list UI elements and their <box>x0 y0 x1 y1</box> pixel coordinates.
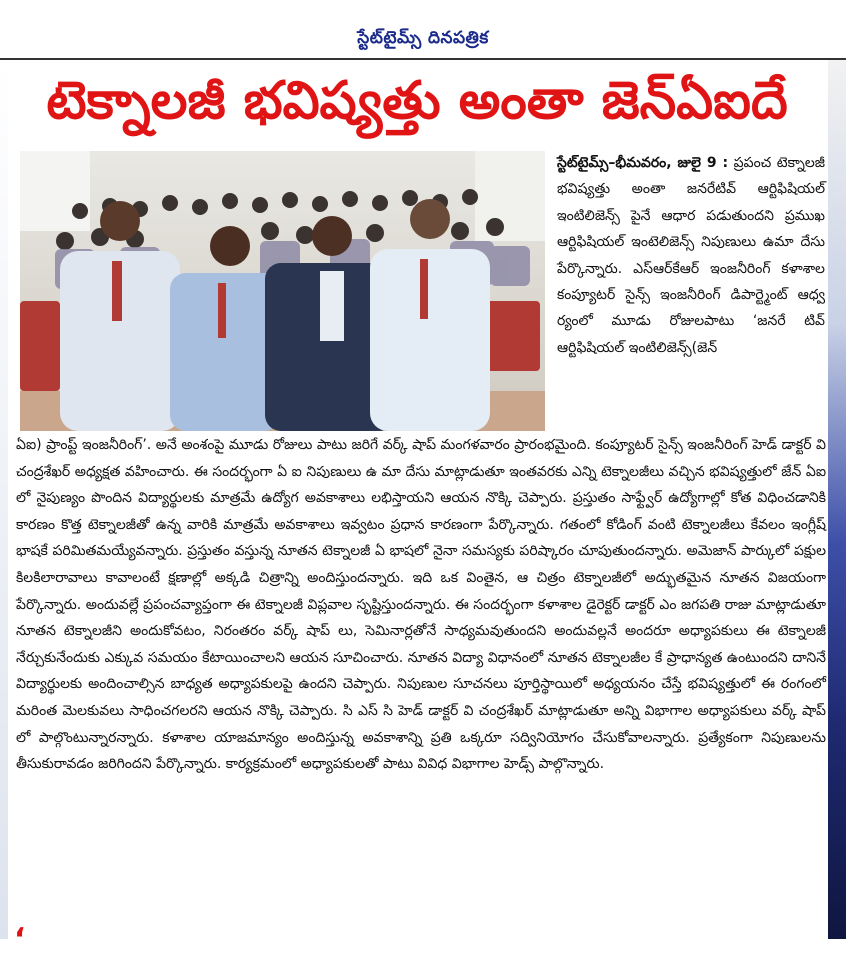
article-dateline: స్టేట్‌టైమ్స్–భీమవరం, జులై 9 : <box>557 155 729 171</box>
article-body: ఏఐ) ప్రాంప్ట్ ఇంజనీరింగ్’. అనే అంశంపై మూడు రోజులు పాటు జరిగే వర్క్ షాప్ మంగళవారం ప్రారంభమైంది. కంప్యూటర్ సైన్స్ ఇంజనీరింగ్ హెడ్ డాక్టర్ వి చంద్రశేఖర్ అధ్యక్షత వహించారు. ఈ సందర్భంగా ఏ ఐ నిపుణులు ఉ మా దేసు మాట్లాడుతూ ఇంతవరకు ఎన్ని టెక్నాలజీలు వచ్చిన భవిష్యత్తులో జేన్ ఏఐ లో నైపుణ్యం పొందిన విద్యార్థులకు మాత్రమే ఉద్యోగ అవకాశాలు లభిస్తాయని ఆయన నొక్కి చెప్పారు. ప్రస్తుతం సాఫ్ట్వేర్ ఉద్యోగాల్లో కోత విధించడానికి కారణం కొత్త టెక్నాలజీతో ఉన్న వారికి మాత్రమే అవకాశాలు ఇవ్వటం ప్రధాన కారణంగా పేర్కొన్నారు. గతంలో కోడింగ్ వంటి టెక్నాలజీలు కేవలం ఇంగ్లీష్ భాషకే పరిమితమయ్యేవన్నారు. ప్రస్తుతం వస్తున్న నూతన టెక్నాలజీ ఏ భాషలో నైనా సమస్యకు పరిష్కారం చూపుతుందన్నారు. అమెజాన్ పార్కులో పక్షుల కిలకిలారావాలు కావాలంటే క్షణాల్లో అక్కడి చిత్రాన్ని అందిస్తుందన్నారు. ఇది ఒక వింతైన, ఆ చిత్రం టెక్నాలజీలో అద్భుతమైన నూతన విజయంగా పేర్కొన్నారు. అందువల్లే ప్రపంచవ్యాప్తంగా ఈ టెక్నాలజీ విప్లవాల సృష్టిస్తుందన్నారు. ఈ సందర్భంగా కళాశాల డైరెక్టర్ డాక్టర్ ఎం జగపతి రాజు మాట్లాడుతూ నూతన టెక్నాలజీని అందుకోవటం, నిరంతరం వర్క్ షాప్ లు, సెమినార్లతోనే సాధ్యమవుతుందని అందువల్లనే అందరూ అధ్యాపకులు ఈ టెక్నాలజీ నేర్చుకునేందుకు ఎక్కువ సమయం కేటాయించాలని ఆయన సూచించారు. నూతన విద్యా విధానంలో నూతన టెక్నాలజీల కే ప్రాధాన్యత ఉంటుందని దానినే విద్యార్థులకు అందించాల్సిన బాధ్యత అధ్యాపకులపై ఉందని చెప్పారు. నిపుణుల సూచనలు పూర్తిస్థాయిలో అధ్యయనం చేస్తే భవిష్యత్తులో ఈ రంగంలో మరింత మెలకువలు సాధించగలరని ఆయన నొక్కి చెప్పారు. సి ఎస్ సి హెడ్ డాక్టర్ వి చంద్రశేఖర్ మాట్లాడుతూ అన్ని విభాగాల అధ్యాపకులు వర్క్ షాప్ లో పాల్గొంటున్నారన్నారు. కళాశాల యాజమాన్యం అందిస్తున్న అవకాశాన్ని ప్రతి ఒక్కరూ సద్వినియోగం చేసుకోవాలన్నారు. ప్రత్యేకంగా నిపుణులను తీసుకురావడం జరిగిందని పేర్కొన్నారు. కార్యక్రమంలో అధ్యాపకులతో పాటు వివిధ విభాగాల హెడ్స్ పాల్గొన్నారు. <box>16 437 826 773</box>
newspaper-name: స్టేట్‌టైమ్స్ దినపత్రిక <box>357 28 489 48</box>
lede-text: ప్రపంచ టెక్నాలజీ భవిష్యత్తు అంతా జనరేటివ్ ఆర్టిఫిషియల్ ఇంటిలిజెన్స్ పైనే ఆధార పడుతుందని ప్రముఖ ఆర్టిఫిషియల్ ఇంటెలిజెన్స్ నిపుణులు ఉమా దేసు పేర్కొన్నారు. ఎస్ఆర్‌కేఆర్ ఇంజనీరింగ్ కళాశాల కంప్యూటర్ సైన్స్ ఇంజనీరింగ్ డిపార్ట్మెంట్ ఆధ్వ ర్యంలో మూడు రోజులపాటు ‘జనరే టివ్ ఆర్టిఫిషియల్ ఇంటిలిజెన్స్(జెన్ <box>557 155 826 356</box>
masthead-divider <box>0 58 846 60</box>
event-photo <box>20 151 545 431</box>
next-article-headline: ‘ <box>14 922 26 957</box>
event-photo-illustration <box>20 151 545 431</box>
article-headline: టెక్నాలజీ భవిష్యత్తు అంతా జెన్‌ఏఐదే <box>46 71 788 131</box>
masthead <box>0 0 846 60</box>
page-edge-right <box>828 60 846 939</box>
article-lede <box>557 150 825 361</box>
page-edge-left <box>0 60 8 939</box>
